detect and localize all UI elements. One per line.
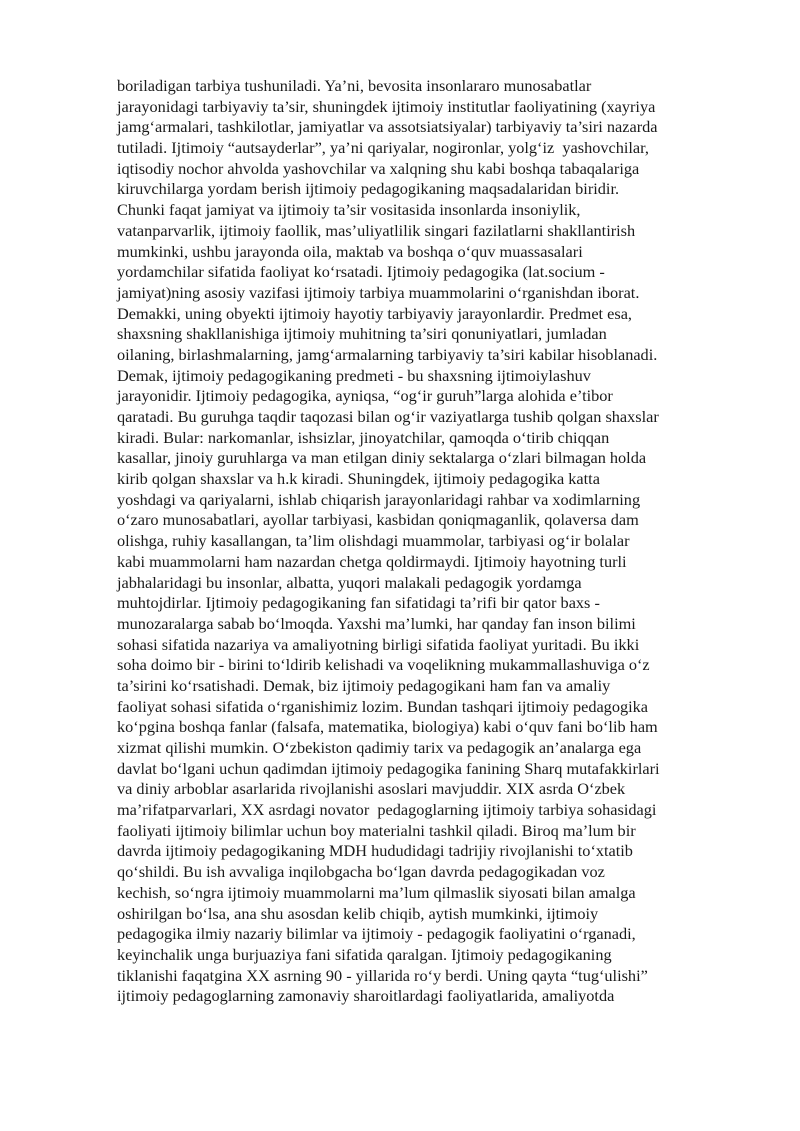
text-line: soha doimo bir - birini to‘ldirib kelishadi va voqelikning mukammallashuviga o‘z xyxy=(117,655,650,675)
text-line: pedagogika ilmiy nazariy bilimlar va ijtimoiy - pedagogik faoliyatini o‘rganadi, xyxy=(117,924,636,944)
text-line: xizmat qilishi mumkin. O‘zbekiston qadimiy tarix va pedagogik an’analarga ega xyxy=(117,738,642,757)
text-line: mumkinki, ushbu jarayonda oila, maktab va boshqa o‘quv muassasalari xyxy=(117,241,583,261)
text-line: iqtisodiy nochor ahvolda yashovchilar va xalqning shu kabi boshqa tabaqalariga xyxy=(117,158,640,178)
text-line: ma’rifatparvarlari, XX asrdagi novator pedagoglarning ijtimoiy tarbiya sohasidagi xyxy=(117,800,657,820)
text-line: davrda ijtimoiy pedagogikaning MDH hududidagi tadrijiy rivojlanishi to‘xtatib xyxy=(117,841,633,861)
text-line: kiradi. Bular: narkomanlar, ishsizlar, jinoyatchilar, qamoqda o‘tirib chiqqan xyxy=(117,427,610,447)
text-line: ta’sirini ko‘rsatishadi. Demak, biz ijtimoiy pedagogikani ham fan va amaliy xyxy=(117,675,611,695)
text-line: Demakki, uning obyekti ijtimoiy hayotiy tarbiyaviy jarayonlardir. Predmet esa, xyxy=(117,303,633,323)
text-line: kabi muammolarni ham nazardan chetga qoldirmaydi. Ijtimoiy hayotning turli xyxy=(117,551,627,571)
text-line: qaratadi. Bu guruhga taqdir taqozasi bilan og‘ir vaziyatlarga tushib qolgan shaxslar xyxy=(117,407,659,426)
text-line: yoshdagi va qariyalarni, ishlab chiqarish jarayonlaridagi rahbar va xodimlarning xyxy=(117,489,641,509)
text-line: oshirilgan bo‘lsa, ana shu asosdan kelib chiqib, aytish mumkinki, ijtimoiy xyxy=(117,903,599,923)
text-line: jarayonidir. Ijtimoiy pedagogika, ayniqsa, “og‘ir guruh”larga alohida e’tibor xyxy=(117,386,613,406)
text-line: kasallar, jinoiy guruhlarga va man etilgan diniy sektalarga o‘zlari bilmagan holda xyxy=(117,448,647,468)
text-line: jabhalaridagi bu insonlar, albatta, yuqori malakali pedagogik yordamga xyxy=(117,572,582,592)
text-line: kechish, so‘ngra ijtimoiy muammolarni ma’lum qilmaslik siyosati bilan amalga xyxy=(117,882,636,902)
text-line: sohasi sifatida nazariya va amaliyotning birligi sifatida faoliyat yuritadi. Bu ikki xyxy=(117,634,640,654)
text-line: jamiyat)ning asosiy vazifasi ijtimoiy tarbiya muammolarini o‘rganishdan iborat. xyxy=(117,282,640,302)
text-line: o‘zaro munosabatlari, ayollar tarbiyasi, kasbidan qoniqmaganlik, qolaversa dam xyxy=(117,510,639,530)
text-line: ko‘pgina boshqa fanlar (falsafa, matematika, biologiya) kabi o‘quv fani bo‘lib ham xyxy=(117,717,658,737)
text-line: ijtimoiy pedagoglarning zamonaviy sharoitlardagi faoliyatlarida, amaliyotda xyxy=(117,986,615,1006)
text-line: qo‘shildi. Bu ish avvaliga inqilobgacha bo‘lgan davrda pedagogikadan voz xyxy=(117,862,605,882)
text-line: faoliyati ijtimoiy bilimlar uchun boy materialni tashkil qiladi. Biroq ma’lum bir xyxy=(117,820,636,840)
text-line: faoliyat sohasi sifatida o‘rganishimiz lozim. Bundan tashqari ijtimoiy pedagogika xyxy=(117,696,648,716)
text-line: Chunki faqat jamiyat va ijtimoiy ta’sir vositasida insonlarda insoniylik, xyxy=(117,200,581,220)
text-line: kiruvchilarga yordam berish ijtimoiy pedagogikaning maqsadalaridan biridir. xyxy=(117,179,620,199)
text-line: tutiladi. Ijtimoiy “autsayderlar”, ya’ni qariyalar, nogironlar, yolg‘iz yashovchilar, xyxy=(117,138,649,158)
text-line: jarayonidagi tarbiyaviy ta’sir, shuningdek ijtimoiy institutlar faoliyatining (xayriya xyxy=(117,96,656,116)
text-line: keyinchalik unga burjuaziya fani sifatida qaralgan. Ijtimoiy pedagogikaning xyxy=(117,944,612,964)
text-line: boriladigan tarbiya tushuniladi. Ya’ni, bevosita insonlararo munosabatlar xyxy=(117,76,592,95)
text-line: davlat bo‘lgani uchun qadimdan ijtimoiy pedagogika fanining Sharq mutafakkirlari xyxy=(117,758,660,778)
body-text xyxy=(117,76,757,1007)
text-line: munozaralarga sabab bo‘lmoqda. Yaxshi ma’lumki, har qanday fan inson bilimi xyxy=(117,613,636,633)
text-line: va diniy arboblar asarlarida rivojlanishi asoslari mavjuddir. XIX asrda O‘zbek xyxy=(117,779,626,799)
text-line: kirib qolgan shaxslar va h.k kiradi. Shuningdek, ijtimoiy pedagogika katta xyxy=(117,469,600,489)
text-line: vatanparvarlik, ijtimoiy faollik, mas’uliyatlilik singari fazilatlarni shakllantirish xyxy=(117,220,636,240)
text-line: oilaning, birlashmalarning, jamg‘armalarning tarbiyaviy ta’siri kabilar hisoblanadi. xyxy=(117,344,658,364)
text-line: tiklanishi faqatgina XX asrning 90 - yillarida ro‘y berdi. Uning qayta “tug‘ulishi” xyxy=(117,965,648,985)
text-line: yordamchilar sifatida faoliyat ko‘rsatadi. Ijtimoiy pedagogika (lat.socium - xyxy=(117,262,605,282)
text-line: muhtojdirlar. Ijtimoiy pedagogikaning fan sifatidagi ta’rifi bir qator baxs - xyxy=(117,593,600,613)
text-line: Demak, ijtimoiy pedagogikaning predmeti - bu shaxsning ijtimoiylashuv xyxy=(117,365,591,385)
text-line: olishga, ruhiy kasallangan, ta’lim olishdagi muammolar, tarbiyasi og‘ir bolalar xyxy=(117,531,630,551)
text-line: shaxsning shakllanishiga ijtimoiy muhitning ta’siri qonuniyatlari, jumladan xyxy=(117,324,607,344)
text-line: jamg‘armalari, tashkilotlar, jamiyatlar va assotsiatsiyalar) tarbiyaviy ta’siri nazarda xyxy=(117,117,658,137)
